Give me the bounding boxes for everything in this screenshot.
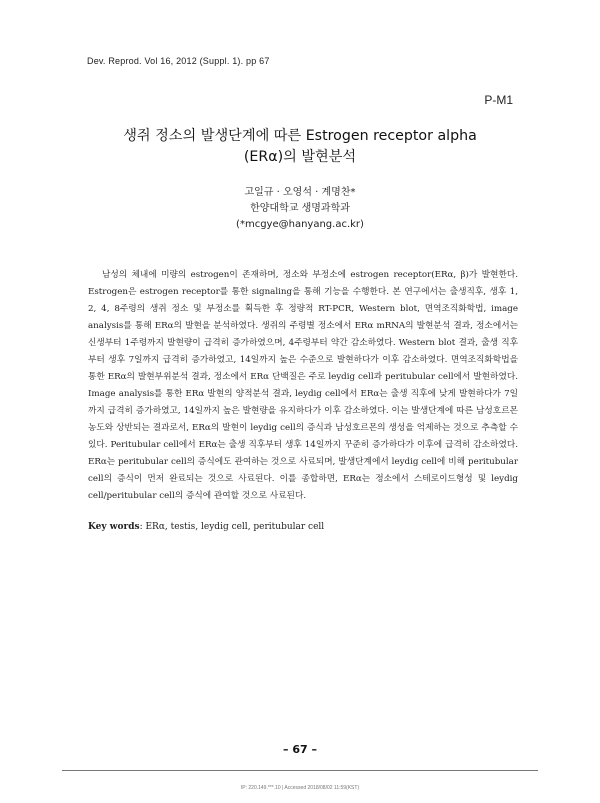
title-line-1: 생쥐 정소의 발생단계에 따른 Estrogen receptor alpha xyxy=(123,128,477,144)
affiliation: 한양대학교 생명과학과 xyxy=(250,203,350,214)
journal-header: Dev. Reprod. Vol 16, 2012 (Suppl. 1). pp 67 xyxy=(87,56,270,66)
author-block xyxy=(0,185,600,233)
abstract-code: P-M1 xyxy=(484,93,513,107)
contact-email: (*mcgye@hanyang.ac.kr) xyxy=(236,219,364,230)
paper-title xyxy=(0,126,600,168)
access-info: IP: 220.149.***.10 | Accessed 2018/08/02 11:59(KST) xyxy=(240,785,360,791)
abstract-paragraph: 남성의 체내에 미량의 estrogen이 존재하며, 정소와 부정소에 estrogen receptor(ERα, β)가 발현한다. Estrogen은 estrogen receptor를 통한 signaling을 통해 기능을 수행한다. 본 연구에서는 출생직후, 생후 1, 2, 4, 8주령의 생쥐 정소 및 부정소를 획득한 후 정량적 RT-PCR, Western blot, 면역조직화학법, image analysis를 통해 ERα의 발현을 분석하였다. 생쥐의 주령별 정소에서 ERα mRNA의 발현분석 결과, 정소에서는 신생부터 1주령까지 발현량이 급격히 증가하였으며, 4주령부터 약간 감소하였다. Western blot 결과, 출생 직후부터 생후 7일까지 급격히 증가하였고, 14일까지 높은 수준으로 발현하다가 이후 감소하였다. 면역조직화학법을 통한 ERα의 발현부위분석 결과, 정소에서 ERα 단백질은 주로 leydig cell과 peritubular cell에서 발현하였다. Image analysis를 통한 ERα 발현의 양적분석 결과, leydig cell에서 ERα는 출생 직후에 낮게 발현하다가 7일까지 급격히 증가하였고, 14일까지 높은 발현량을 유지하다가 이후 감소하였다. 이는 발생단계에 따른 남성호르몬 농도와 상반되는 결과로서, ERα의 발현이 leydig cell의 증식과 남성호르몬의 생성을 억제하는 것으로 추측할 수 있다. Peritubular cell에서 ERα는 출생 직후부터 생후 14일까지 꾸준히 증가하다가 이후에 급격히 감소하였다. ERα는 peritubular cell의 증식에도 관여하는 것으로 사료되며, 발생단계에서 leydig cell에 비해 peritubular cell의 증식이 먼저 완료되는 것으로 사료된다. 이를 종합하면, ERα는 정소에서 스테로이드형성 및 leydig cell/peritubular cell의 증식에 관여할 것으로 사료된다. xyxy=(88,270,518,501)
author-names: 고일규 · 오영석 · 계명찬* xyxy=(244,187,356,198)
footer-divider xyxy=(62,770,538,771)
keywords-label: Key words xyxy=(88,522,140,532)
keywords-text: : ERα, testis, leydig cell, peritubular cell xyxy=(139,522,325,532)
page-number: – 67 – xyxy=(283,743,317,756)
title-line-2: (ERα)의 발현분석 xyxy=(243,149,357,165)
abstract-body xyxy=(88,267,518,505)
keywords-line xyxy=(88,522,518,532)
